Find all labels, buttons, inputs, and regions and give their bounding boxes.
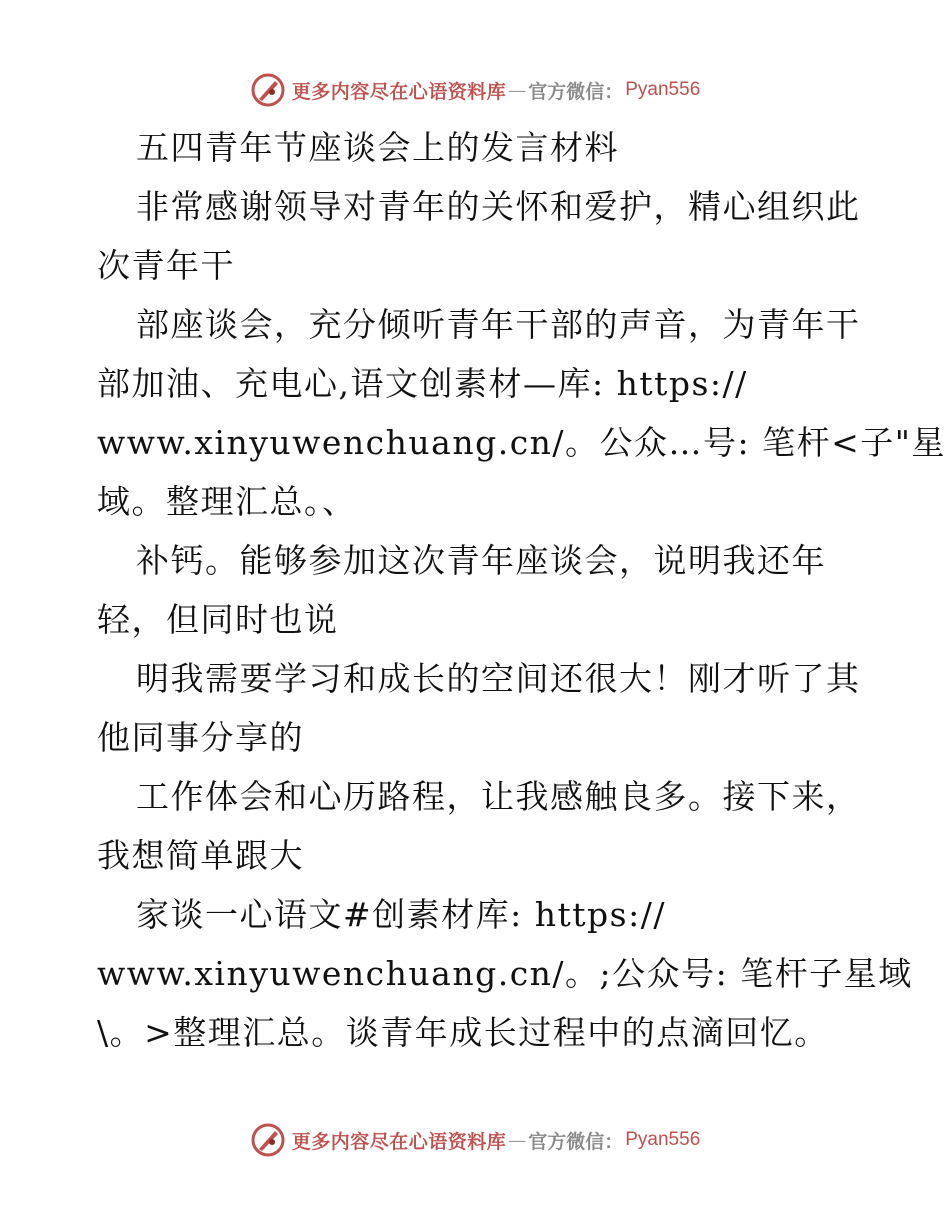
watermark-wechat-id: Pyan556 [625, 1129, 701, 1150]
text-line: 部加油、充电心,语文创素材—库: https:// [97, 364, 748, 403]
watermark-separator: — [508, 79, 527, 101]
text-line: 部座谈会，充分倾听青年干部的声音，为青年干 [136, 305, 861, 344]
watermark-text: 更多内容尽在心语资料库 [291, 80, 507, 103]
watermark-wechat-id: Pyan556 [625, 79, 701, 100]
watermark-separator: — [508, 1129, 527, 1151]
text-line: www.xinyuwenchuang.cn/。公众…号: 笔杆<子"星 [97, 423, 946, 462]
text-line: 非常感谢领导对青年的关怀和爱护，精心组织此 [136, 187, 861, 226]
text-line: 家谈一心语文#创素材库: https:// [136, 895, 666, 934]
pen-logo-icon [250, 72, 286, 108]
text-line: 轻，但同时也说 [97, 600, 339, 639]
header-watermark [0, 70, 950, 110]
text-line: www.xinyuwenchuang.cn/。;公众号: 笔杆子星域 [97, 954, 913, 993]
text-line: 他同事分享的 [97, 718, 304, 757]
footer-watermark [0, 1120, 950, 1160]
text-line: 明我需要学习和成长的空间还很大！刚才听了其 [136, 659, 861, 698]
document-title: 五四青年节座谈会上的发言材料 [136, 128, 619, 167]
text-line: 域。整理汇总。、 [97, 482, 357, 521]
text-line: 工作体会和心历路程，让我感触良多。接下来， [136, 777, 861, 816]
pen-logo-icon [250, 1122, 286, 1158]
text-line: \。>整理汇总。谈青年成长过程中的点滴回忆。 [97, 1013, 829, 1052]
watermark-wechat-label: 官方微信： [528, 1130, 624, 1153]
watermark-text: 更多内容尽在心语资料库 [291, 1130, 507, 1153]
text-line: 次青年干 [97, 246, 235, 285]
text-line: 我想简单跟大 [97, 836, 304, 875]
text-line: 补钙。能够参加这次青年座谈会，说明我还年 [136, 541, 826, 580]
document-body [97, 118, 946, 1062]
watermark-wechat-label: 官方微信： [528, 80, 624, 103]
